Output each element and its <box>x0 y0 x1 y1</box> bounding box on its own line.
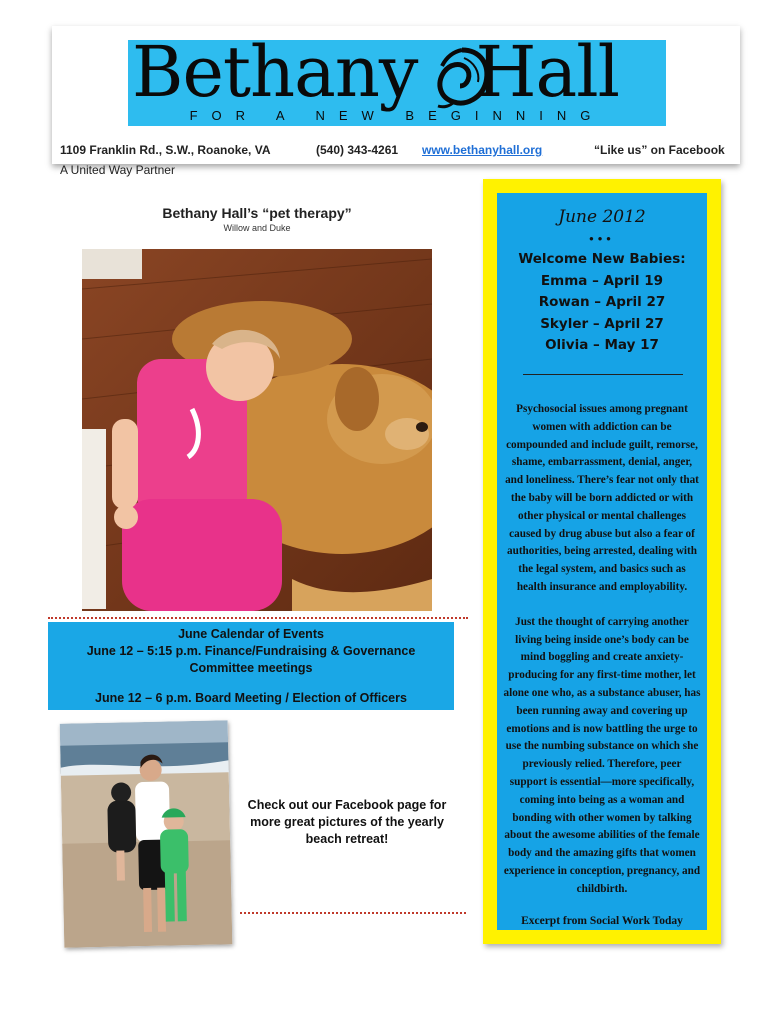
girl-with-dog-illustration <box>82 249 432 611</box>
facebook-like: “Like us” on Facebook <box>594 143 725 157</box>
logo-wordmark <box>132 40 662 113</box>
leaf-swirl-icon <box>428 44 492 110</box>
article-paragraph-2: Just the thought of carrying another living being inside one’s body can be mind boggling and create anxiety-producing for any first-time mother, let alone one who, as a substance abuser, has been running away and covering up emotions and is now battling the urge to use the numbing substance on which she previously relied. Therefore, peer support is essential—more specifically, coming into being as a woman and bonding with other women by talking about the awesome abilities of the female body and the amazing gifts that women experience in conception, pregnancy, and childbirth. <box>503 615 701 895</box>
newsletter-header <box>52 26 740 164</box>
website-link[interactable]: www.bethanyhall.org <box>422 143 543 157</box>
article-paragraph-1: Psychosocial issues among pregnant women with addiction can be compounded and include guilt, remorse, shame, embarrassment, denial, anger, and loneliness. There’s fear not only that the baby will be born addicted or with other physical or mental challenges caused by drug abuse but also a fear of authorities, being arrested, dealing with the legal system, and basics such as health insurance and employability. <box>505 403 699 593</box>
logo-tagline: FOR A NEW BEGINNING <box>189 108 605 123</box>
logo-name-left: Bethany <box>132 40 418 113</box>
pet-therapy-caption: Willow and Duke <box>223 223 291 233</box>
calendar-title: June Calendar of Events <box>178 627 324 641</box>
address: 1109 Franklin Rd., S.W., Roanoke, VA <box>60 143 271 157</box>
facebook-promo-text: Check out our Facebook page for more great pictures of the yearly beach retreat! <box>247 798 447 846</box>
sidebar-article <box>503 401 701 899</box>
phone: (540) 343-4261 <box>316 143 399 157</box>
united-way-partner: A United Way Partner <box>60 163 175 177</box>
sidebar-rule <box>523 374 683 375</box>
sidebar-month: June 2012 <box>558 207 646 227</box>
dotted-divider-top <box>48 617 468 619</box>
beach-family-illustration <box>60 720 233 947</box>
logo-name-right: Hall <box>475 40 620 113</box>
contact-row <box>52 140 740 160</box>
baby-item: Rowan – April 27 <box>538 294 666 310</box>
sidebar-panel <box>497 193 707 930</box>
pet-therapy-title: Bethany Hall’s “pet therapy” <box>162 205 352 221</box>
dotted-divider-bottom <box>240 912 466 914</box>
pet-therapy-photo <box>82 249 432 611</box>
sidebar-frame <box>483 179 721 944</box>
baby-item: Skyler – April 27 <box>540 315 664 332</box>
bethany-hall-logo <box>128 40 666 126</box>
baby-item: Olivia – May 17 <box>545 337 659 353</box>
baby-item: Emma – April 19 <box>540 272 664 289</box>
sidebar-dots: ••• <box>589 231 615 246</box>
beach-retreat-photo <box>60 720 233 947</box>
calendar-event-committee: June 12 – 5:15 p.m. Finance/Fundraising & Governance Committee meetings <box>86 644 416 675</box>
calendar-event-board: June 12 – 6 p.m. Board Meeting / Election of Officers <box>95 691 407 705</box>
new-babies-list <box>497 249 707 357</box>
calendar-of-events <box>48 622 454 710</box>
welcome-heading: Welcome New Babies: <box>518 251 686 267</box>
article-source: Excerpt from Social Work Today <box>521 915 683 927</box>
